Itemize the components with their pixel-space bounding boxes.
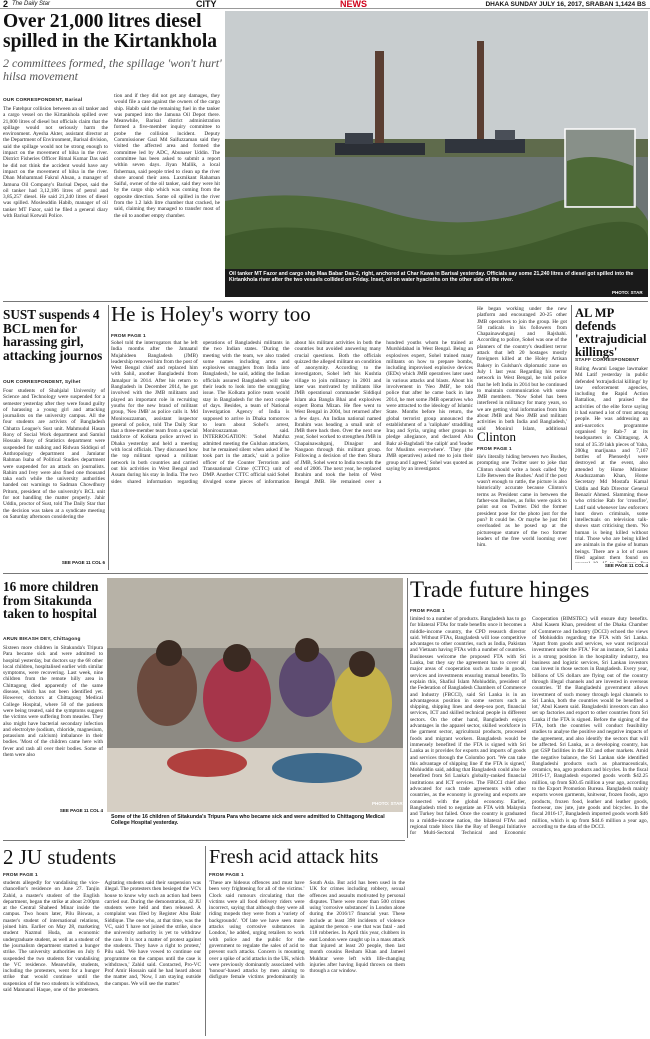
holey-headline: He is Holey's worry too (111, 302, 311, 326)
clinton-byline: FROM PAGE 1 (477, 447, 512, 452)
page-number: 2 (3, 0, 9, 9)
hospital-children-image (107, 578, 403, 812)
section-label: CITY (196, 0, 217, 9)
sust-body: Four students of Shahjalal University of Science and Technology were suspended for a semester yesterday after they were found guilty of harassing a young girl and attacking journalists on the university campus. All the four students are activists of Bangladesh Chhatra League's Sust unit. Mahmudul Hasan Rony of Social Work department and Samiul Hossain Rony of Statistics department were suspended for stalking and Ridwan Siddiqui of Anthropology department and Jamiatur Rahman Isaha of Political Studies department were suspended for an attack on journalists. Rahim and Ivey were also fined one thousand taka each while the university authorities handed out warnings to Sadman Chowdhury Pritom, president of the university's BCL unit for not handling the matter properly. Jahir Uddin, proctor of Sust, told The Daily Star that the decision was taken at a syndicate meeting on Saturday afternoon considering the (3, 388, 105, 520)
diesel-headline: Over 21,000 litres diesel spilled in the Kirtankhola (3, 11, 218, 53)
children-caption-text: Some of the 16 children of Sitakunda's Tripura Para who became sick and were admitted to Chittagong Medical College Hospital yesterday. (111, 814, 385, 827)
ju-headline: 2 JU students (3, 845, 117, 869)
sust-byline: OUR CORRESPONDENT, Sylhet (3, 380, 81, 385)
diesel-photo-credit: PHOTO: STAR (612, 290, 643, 295)
diesel-deck: 2 committees formed, the spillage 'won't hurt' hilsa movement (3, 56, 222, 84)
children-continued: SEE PAGE 11 COL 4 (59, 808, 103, 813)
clinton-headline: Clinton (477, 429, 517, 444)
ju-byline: FROM PAGE 1 (3, 873, 38, 878)
children-caption (107, 812, 403, 834)
page-folio (0, 0, 650, 9)
children-body: Sixteen more children in Sitakunda's Tripura Para became sick and were admitted to hospital yesterday, but doctors say the 68 other local children, hospitalised earlier with similar symptoms, were recovering. Last week, nine children from the remote hilly area in Chittagong died apparently of the same disease, which has not been identified yet. However, doctors at Chittagong Medical College Hospital, where 50 of the patients were being treated, said the symptoms suggest the victims were suffering from measles. They also might have bacterial secondary infection and electrolyte (sodium, chloride, magnesium, potassium and calcium) imbalance in their bodies. 'Most of the children came here with fever and rash all over their bodies. Some of them were also (3, 645, 103, 759)
masthead: The Daily Star (12, 1, 51, 7)
holey-body: Sohel told the interrogators that he left India months after the Jamaatul Mujahideen Bangladesh (JMB) leadership removed him from the post of West Bengal chief and replaced him with Sahil, another Bangladeshi from Jamalpur in 2014. After his return to Bangladesh in December 2014, he got involved with the JMB militants and played an important role in recruiting youths for the new brand of militant group, 'Neo JMB' as police calls it. Md Monirouzzaman, assistant inspector general of police, told The Daily Star that a three-member team from a special taskforce of Kolkata police arrived in Dhaka yesterday and held a meeting with local officials. They discussed how the top militant spread a militant network in both countries and carried out his activities in West Bengal and Assam during his stay in India. The two sides shared information regarding operations of Bangladeshi militants in the two Indian states. 'During the meeting with the team, we also traded some names including arms and explosives smugglers from India into Bangladesh,' he said, adding the Indian officials assured Bangladesh will take their leads to look into the smuggling issue. The Kolkata police team would stay in Bangladesh for the next couple of days. Besides, a team of National Investigation Agency of India is supposed to arrive in Dhaka tomorrow to learn about Sohel's arrest, Monirouzzaman said. INTERROGATION: 'Sohel Mahfuz admitted meeting the Gulshan attackers, but he remained silent when asked if he took part in the attack,' said a police officer of the Counter Terrorism and Transnational Crime (CTTC) unit of DMP. Another CTTC official said Sohel divulged some pieces of information about his militant activities in both the countries but avoided answering many crucial questions. Both the officials quizzed the alleged militant on condition of anonymity. According to the investigators, Sohel left his Kushtia village to join militancy in 2001 and later was motivated by militants like JMB operational commander Siddiqul Islam aka Bangla Bhai and explosives expert Boma Mizan. He flee went to West Bengal in 2004, but returned after a few days. An Indian national named Ibrahim was heading a small unit of JMB there back then. Over the next one year, Sohel worked to strengthen JMB in Chapainawabganj, Dinajpur and Naogaon through this militant group. Following a decision of the then Shura of JMB, Sohel went to India towards the end of 2006. The next year, he replaced Ibrahim and took the helm of West Bengal JMB. He remained over a hundred youths whom he trained at Murshidabad in West Bengal. Being an explosives expert, Sohel trained many militants on how to prepare bombs, including improvised explosive devices (IEDs) which JMB operatives later used in various attacks and blasts. About his involvement in 'Neo JMB', he told police that after he came back in late 2014, he met some JMB operatives who were attracted to the ideology of Islamic State. Months before his return, the global terrorist group announced the establishment of a 'caliphate' straddling Iraq and Syria, urging other groups to pledge allegiance, and declared Abu Bakr al-Baghdadi 'the caliph' and 'leader for Muslims everywhere'. 'They (the JMB operatives) asked me to join their group and I agreed,' Sohel was quoted as saying by an investigator. (111, 340, 473, 485)
holey-body-end: He began working under the new platform and encouraged 20-25 other JMB operatives to join the group. He got 50 radicals in his followers from Chapainawabganj and Rajshahi. According to police, Sohel was one of the planners of the country's deadliest terror attack that left 20 hostages mostly foreigners killed at the Holey Artisan Bakery in Gulshan's diplomatic zone on July 1 last year. Regarding his terror network in West Bengal, he told police that he left India in 2014 but he continued to maintain communication with some JMB members. 'Now Sohel has been interfered in militancy for many years, so we are getting vital information from him about JMB and Neo JMB and militant activities in both India and Bangladesh,' said Monirul Islam, additional (477, 306, 567, 431)
almp-byline: STAFF CORRESPONDENT (575, 358, 640, 363)
news-label: NEWS (340, 0, 367, 9)
holey-byline: FROM PAGE 1 (111, 334, 146, 339)
acid-headline: Fresh acid attack hits (209, 846, 379, 868)
diesel-byline: OUR CORRESPONDENT, Barisal (3, 98, 83, 103)
acid-byline: FROM PAGE 1 (209, 873, 244, 878)
children-photo (107, 578, 403, 812)
diesel-caption (225, 269, 648, 297)
children-headline: 16 more children from Sitakunda taken to hospital (3, 579, 99, 622)
diesel-caption-text: Oil tanker MT Fazor and cargo ship Maa Babar Das-2, right, anchored at Char Kawa in Barisal yesterday. Officials say some 21,240 litres of diesel got spilled into the Kirtankhola river after the two vessels collided on Friday. Inset, oil on water hyacinths on the other side of the river. (229, 271, 634, 284)
almp-body: Ruling Awami League lawmaker Md Latif yesterday in public defended 'extrajudicial killings' by law enforcement agencies, including the Rapid Action Battalion, and praised the activities of the elite force saying it had earned a lot of trust among people. He was addressing an anti-narcotics programme organised by Rab-7 at its headquarters in Chittagong. A total of 35.39 lakh pieces of Yaba, 200kg marijuana and 7,167 bottles of Phensedyl were destroyed at the event, also attended by Home Minister Asaduzzaman Khan, Home Secretary Md Mostafa Kamal Uddin and Rab Director General Benazir Ahmed. Slamming those who criticise Rab for 'crossfire', Latif said whenever law enforcers hunt down criminals, some intellectuals on television talk-shows start criticising them. 'No human is being killed without trial. Those who are being killed are animals in the guise of human beings. There are a lot of cases filed against them found on (575, 366, 648, 561)
sust-continued: SEE PAGE 11 COL 6 (61, 560, 105, 565)
trade-byline: FROM PAGE 1 (410, 609, 445, 614)
sust-headline: SUST suspends 4 BCL men for harassing girl, attacking journos (3, 307, 103, 364)
children-photo-credit: PHOTO: STAR (372, 801, 403, 806)
clinton-body: He's literally hiding between two Bushes, prompting one Twitter user to joke that Clinton should write a book called 'My Life Between the Bushes.' And if the post wasn't enough to rattle, the picture is also historically accurate because Clinton's terms as President came in between the father-son Bushes, as folks were quick to point out on Twitter. Did the former president pose for the photo just for the pun? It could be. Or maybe he just felt overloaded as he posed up at the picturesque stature of the two former leaders of the free world looming over him. (477, 454, 567, 549)
children-byline: ARUN BIKASH DEY, Chittagong (3, 637, 81, 642)
almp-headline: AL MP defends 'extrajudicial killings' (575, 306, 647, 359)
almp-continued: SEE PAGE 11 COL 4 (604, 563, 648, 568)
diesel-col2: tion and if they did not get any damages, they would file a case against the owners of the cargo ship. Habib said the remaining fuel in the tanker was pumped into the Jamuna Oil Depot there. Meanwhile, Barisal district administration formed a five-member inquiry committee to probe the collision incident. Deputy Commissioner Gazi Md Saifuzzaman said they visited the affected area and formed the committee led by ADC, Abunaser Uddin. The committee has been asked to submit a report within seven days. Jiyan Mallik, a local fisherman, said people tried to clean up the river shore around their area. Laxmikant Rahaman Saiful, owner of the oil tanker, said they were hit by the cargo ship which was coming from the opposite direction. Some oil spilled in the river from the 1.2 lakh litre chamber that cracked, he said, claiming they managed to transfer most of the oil to another empty chamber. (114, 93, 220, 219)
diesel-photo (225, 11, 648, 269)
trade-body: limited to a number of products. Bangladesh has to go for bilateral FTAs for trade benefits once it becomes a middle-income country, the CPD research director said. Without FTAs, Bangladesh will lose competitive advantages to other countries, such as India, Pakistan and Vietnam having FTAs with a number of countries. Businesses welcome the proposed FTA with Sri Lanka, but they say the agreement has to cover all major areas of cooperation such as trade in goods, services and investments ensuring mutual benefits. To explain this, Shafiul Islam Mohiuddin, president of the Federation of Bangladesh Chambers of Commerce and Industry (FBCCI), said Sri Lanka is in an advantageous position in some sectors such as shipping, shipping lines and deep-sea port, financial services, ICT and skilled technical people in different sectors. On the other hand, Bangladesh enjoys advantages in the apparel sector, skilled workforce in the garment sector, agricultural products, processed foods and migrant workers. Bangladesh would be immensely benefited if the FTA is signed with Sri Lanka as it provides for exports and imports of goods and services through the Colombo port. 'We can take this advantage of shipping line if the FTA is signed,' Mohiuddin said, adding that Bangladesh could also be benefited from Sri Lanka's globally-ranked financial institutions and ICT services. The FBCCI chief also advocated for such trade agreements with other countries, as the economy is growing and exports are connected with the global economy. Earlier, Bangladesh tried to negotiate an FTA with Malaysia and Turkey but failed. Once the country is graduated to a middle-income nation, the bilateral FTAs and regional trade blocs like the Bay of Bengal Initiative for Multi-Sectoral Technical and Economic Cooperation (BIMSTEC) will ensure duty benefits. Abul Kasem Khan, president of the Dhaka Chamber of Commerce and Industry (DCCI) echoed the views of Mohiuddin regarding the FTA with Sri Lanka. 'Apart from goods and services, we want reciprocal investment under the FTA.' For an instance, Sri Lanka is a strong position in the hospitality industry, tea business and logistic services, Sri Lankan investors can invest in those sectors in Bangladesh. Every year, billions of US dollars are flying out of the country through illegal channels and are invested in overseas countries. 'If the Bangladeshi government allows investment of such money through legal channels to Sri Lanka, both the countries would be benefited a lot,' Abul Kasem said. Bangladeshi investors can also set up factories and export to other countries from Sri Lanka if the FTA is signed. Before the signing of the FTA, both the countries will conduct feasibility studies to analyse the positive and negative impacts of the agreement, and also identify the sectors that will be affected. Sri Lanka, as a developing country, has got GSP facilities in the EU and other markets. Amid the negative balance, the Sri Lankan side identified Bangladeshi products such as pharmaceuticals, ceramics, tea, agro products and bicycles. In the fiscal 2016-17, Bangladesh exported goods worth $42.25 million, up from $30.45 million a year ago, according to the Export Promotion Bureau. Bangladesh mainly exports woven garments, knitwear, frozen foods, agro products, frozen food, leather and leather goods, footwear, raw jute, jute goods and bicycles. In the fiscal 2016-17, Bangladesh imported goods worth $46 million, which is up from $44.6 million a year ago, according to the data of the DCCI. (410, 616, 648, 837)
dateline: DHAKA SUNDAY JULY 16, 2017, SRABAN 1,1424 BS (485, 1, 646, 8)
trade-headline: Trade future hinges (410, 577, 590, 602)
river-scene-image (225, 11, 648, 269)
diesel-col1: The Fatehpur collision between an oil tanker and a cargo vessel on the Kirtankhola spilled over 21,000 litres of diesel but officials claim that the spillage would not seriously harm the environment. Ayesha Akter, assistant director at the Department of Environment, Barisal division, said the spillage would not be strong enough to impact on the movement of hilsa in the river. District Fisheries Officer Bimal Kumar Das said he did not think the accident would have any impact on the movement of hilsa in the river. Dhan Mohammad Fakrul Ahsan, a manager of Jamuna Oil Company's Barisal Depot, said the oil tanker had 3,12,186 litres of petrol and 3,85,257 diesel. He said 21,240 litres of diesel was spilled. Mosleuddin Habib, manager of oil tanker MT Fazor, said he filed a general diary with Barisal Kotwali Police. (3, 106, 108, 220)
acid-body: 'These are hideous offences and must have been very frightening for all of the victims.' Clock said rumours circulating that the victims were all food delivery riders were incorrect, saying that although they were all riding mopeds they were from a 'variety of backgrounds'. 'Of late we have seen more attacks using corrosive substances in London,' he added, urging retailers to work with police and the public for the government to regulate the sales of acid to prevent such attacks. Concern is mounting over a spike of acid attacks in the UK, which were previously dominantly associated with 'honour'-based attacks by men aiming to disfigure female victims predominantly in South Asia. But acid has been used in the UK for crimes including robbery, sexual offences and assaults motivated by personal disputes. There were more than 500 crimes using 'corrosive substances' in London alone during the 2016/17 financial year. These include at least 398 incidents of violence against the person - one that was fatal - and 118 robberies. In April this year, clubbers in east London were caught up in a mass attack that injured at least 20 people, then last month cousins Resham Khan and Jameel Mukhtar were left with life-changing injuries after having liquid thrown on them through a car window. (209, 880, 405, 981)
ju-body: students allegedly for vandalising the vice-chancellor's residence on June 27. Tanjin Zahid, a master's student of the English department, began the strike at about 2:00pm at the Central Shaheed Minar inside the campus. Two hours later, Pilu Biswas, a master's student of international relations, joined him. Earlier on May 28, marketing student Nazmul Huda, an economic undergraduate student, as well as a student of the journalism department started a hunger strike. The university authorities on July 6 suspended the two students for vandalising the VC residence. Meanwhile, students, including the protesters, went for a hunger strike that would continue until the suspension of the two students is withdrawn, said Mannanul Haque, one of the protesters. Agitating students said their suspension was illegal. The protesters then besieged the VC's house to know why such an action had been carried out. During the demonstration, 42 JU students were held and then released. A complaint was filed by Register Abu Bakr Siddique. The one who, at that time, was the VC, said 'I have not joined the strike, since the university authority is yet to withdraw the case. It is not a matter of protest against the students. They have a right to protest,' Pilu said. 'We have vowed to continue our programme on the campus until the case is withdrawn,' Zahid said. Contacted, Pro-VC Prof Amir Hossain said he had heard about the matter and, 'Now, I am staying outside the campus. We will see the matter.' (3, 880, 201, 994)
